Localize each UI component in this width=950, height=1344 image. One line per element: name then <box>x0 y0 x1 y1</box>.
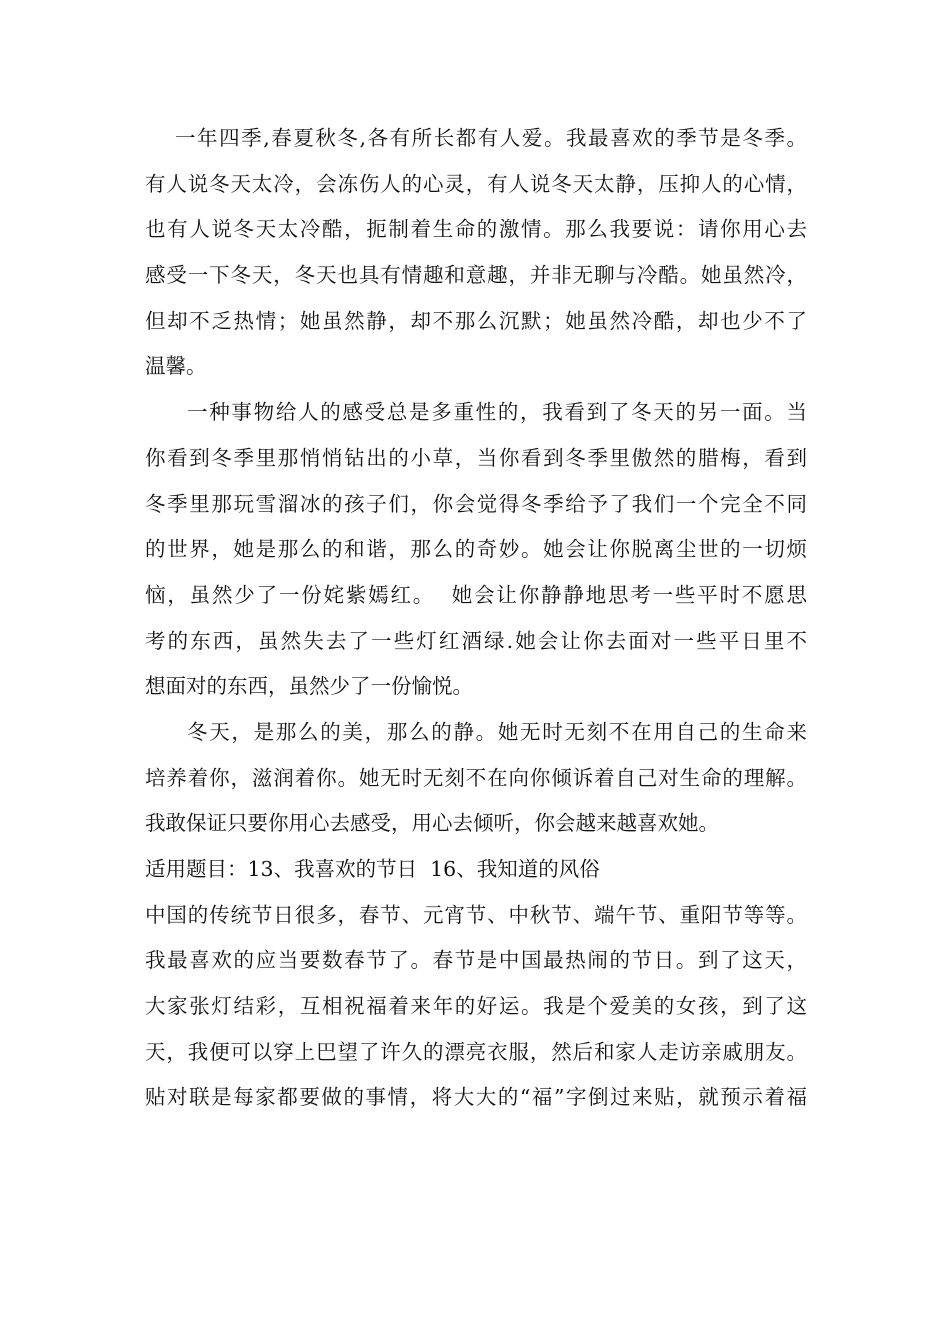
text-line: 冬季里那玩雪溜冰的孩子们，你会觉得冬季给予了我们一个完全不同 <box>145 491 807 516</box>
text-line: 天，我便可以穿上巴望了许久的漂亮衣服，然后和家人走访亲戚朋友。 <box>145 1039 807 1064</box>
text-line: 感受一下冬天，冬天也具有情趣和意趣，并非无聊与冷酷。她虽然冷， <box>145 263 807 288</box>
text-line: 中国的传统节日很多，春节、元宵节、中秋节、端午节、重阳节等等。 <box>145 902 807 927</box>
text-line: 恼，虽然少了一份姹紫嫣红。 她会让你静静地思考一些平时不愿思 <box>145 582 807 607</box>
text-line: 有人说冬天太冷，会冻伤人的心灵，有人说冬天太静，压抑人的心情， <box>145 171 807 196</box>
text-line: 大家张灯结彩，互相祝福着来年的好运。我是个爱美的女孩，到了这 <box>145 994 807 1019</box>
text-line: 但却不乏热情；她虽然静，却不那么沉默；她虽然冷酷，却也少不了 <box>145 308 807 333</box>
text-line: 贴对联是每家都要做的事情，将大大的“福”字倒过来贴，就预示着福 <box>145 1085 807 1110</box>
text-line: 考的东西，虽然失去了一些灯红酒绿.她会让你去面对一些平日里不 <box>145 628 807 653</box>
text-line: 培养着你，滋润着你。她无时无刻不在向你倾诉着自己对生命的理解。 <box>145 765 807 790</box>
text-line: 温馨。 <box>145 354 207 379</box>
text-line: 适用题目：13、我喜欢的节日 16、我知道的风俗 <box>145 857 600 881</box>
text-line: 冬天，是那么的美，那么的静。她无时无刻不在用自己的生命来 <box>187 719 807 744</box>
text-line: 一种事物给人的感受总是多重性的，我看到了冬天的另一面。当 <box>187 400 807 425</box>
text-line: 一年四季,春夏秋冬,各有所长都有人爱。我最喜欢的季节是冬季。 <box>175 126 807 150</box>
text-line: 的世界，她是那么的和谐，那么的奇妙。她会让你脱离尘世的一切烦 <box>145 537 807 562</box>
text-line: 我敢保证只要你用心去感受，用心去倾听，你会越来越喜欢她。 <box>145 811 719 836</box>
document-body <box>145 116 807 1121</box>
text-line: 也有人说冬天太冷酷，扼制着生命的激情。那么我要说：请你用心去 <box>145 217 807 242</box>
text-line: 你看到冬季里那悄悄钻出的小草，当你看到冬季里傲然的腊梅，看到 <box>145 445 807 470</box>
text-line: 想面对的东西，虽然少了一份愉悦。 <box>145 674 473 699</box>
text-line: 我最喜欢的应当要数春节了。春节是中国最热闹的节日。到了这天， <box>145 948 807 973</box>
